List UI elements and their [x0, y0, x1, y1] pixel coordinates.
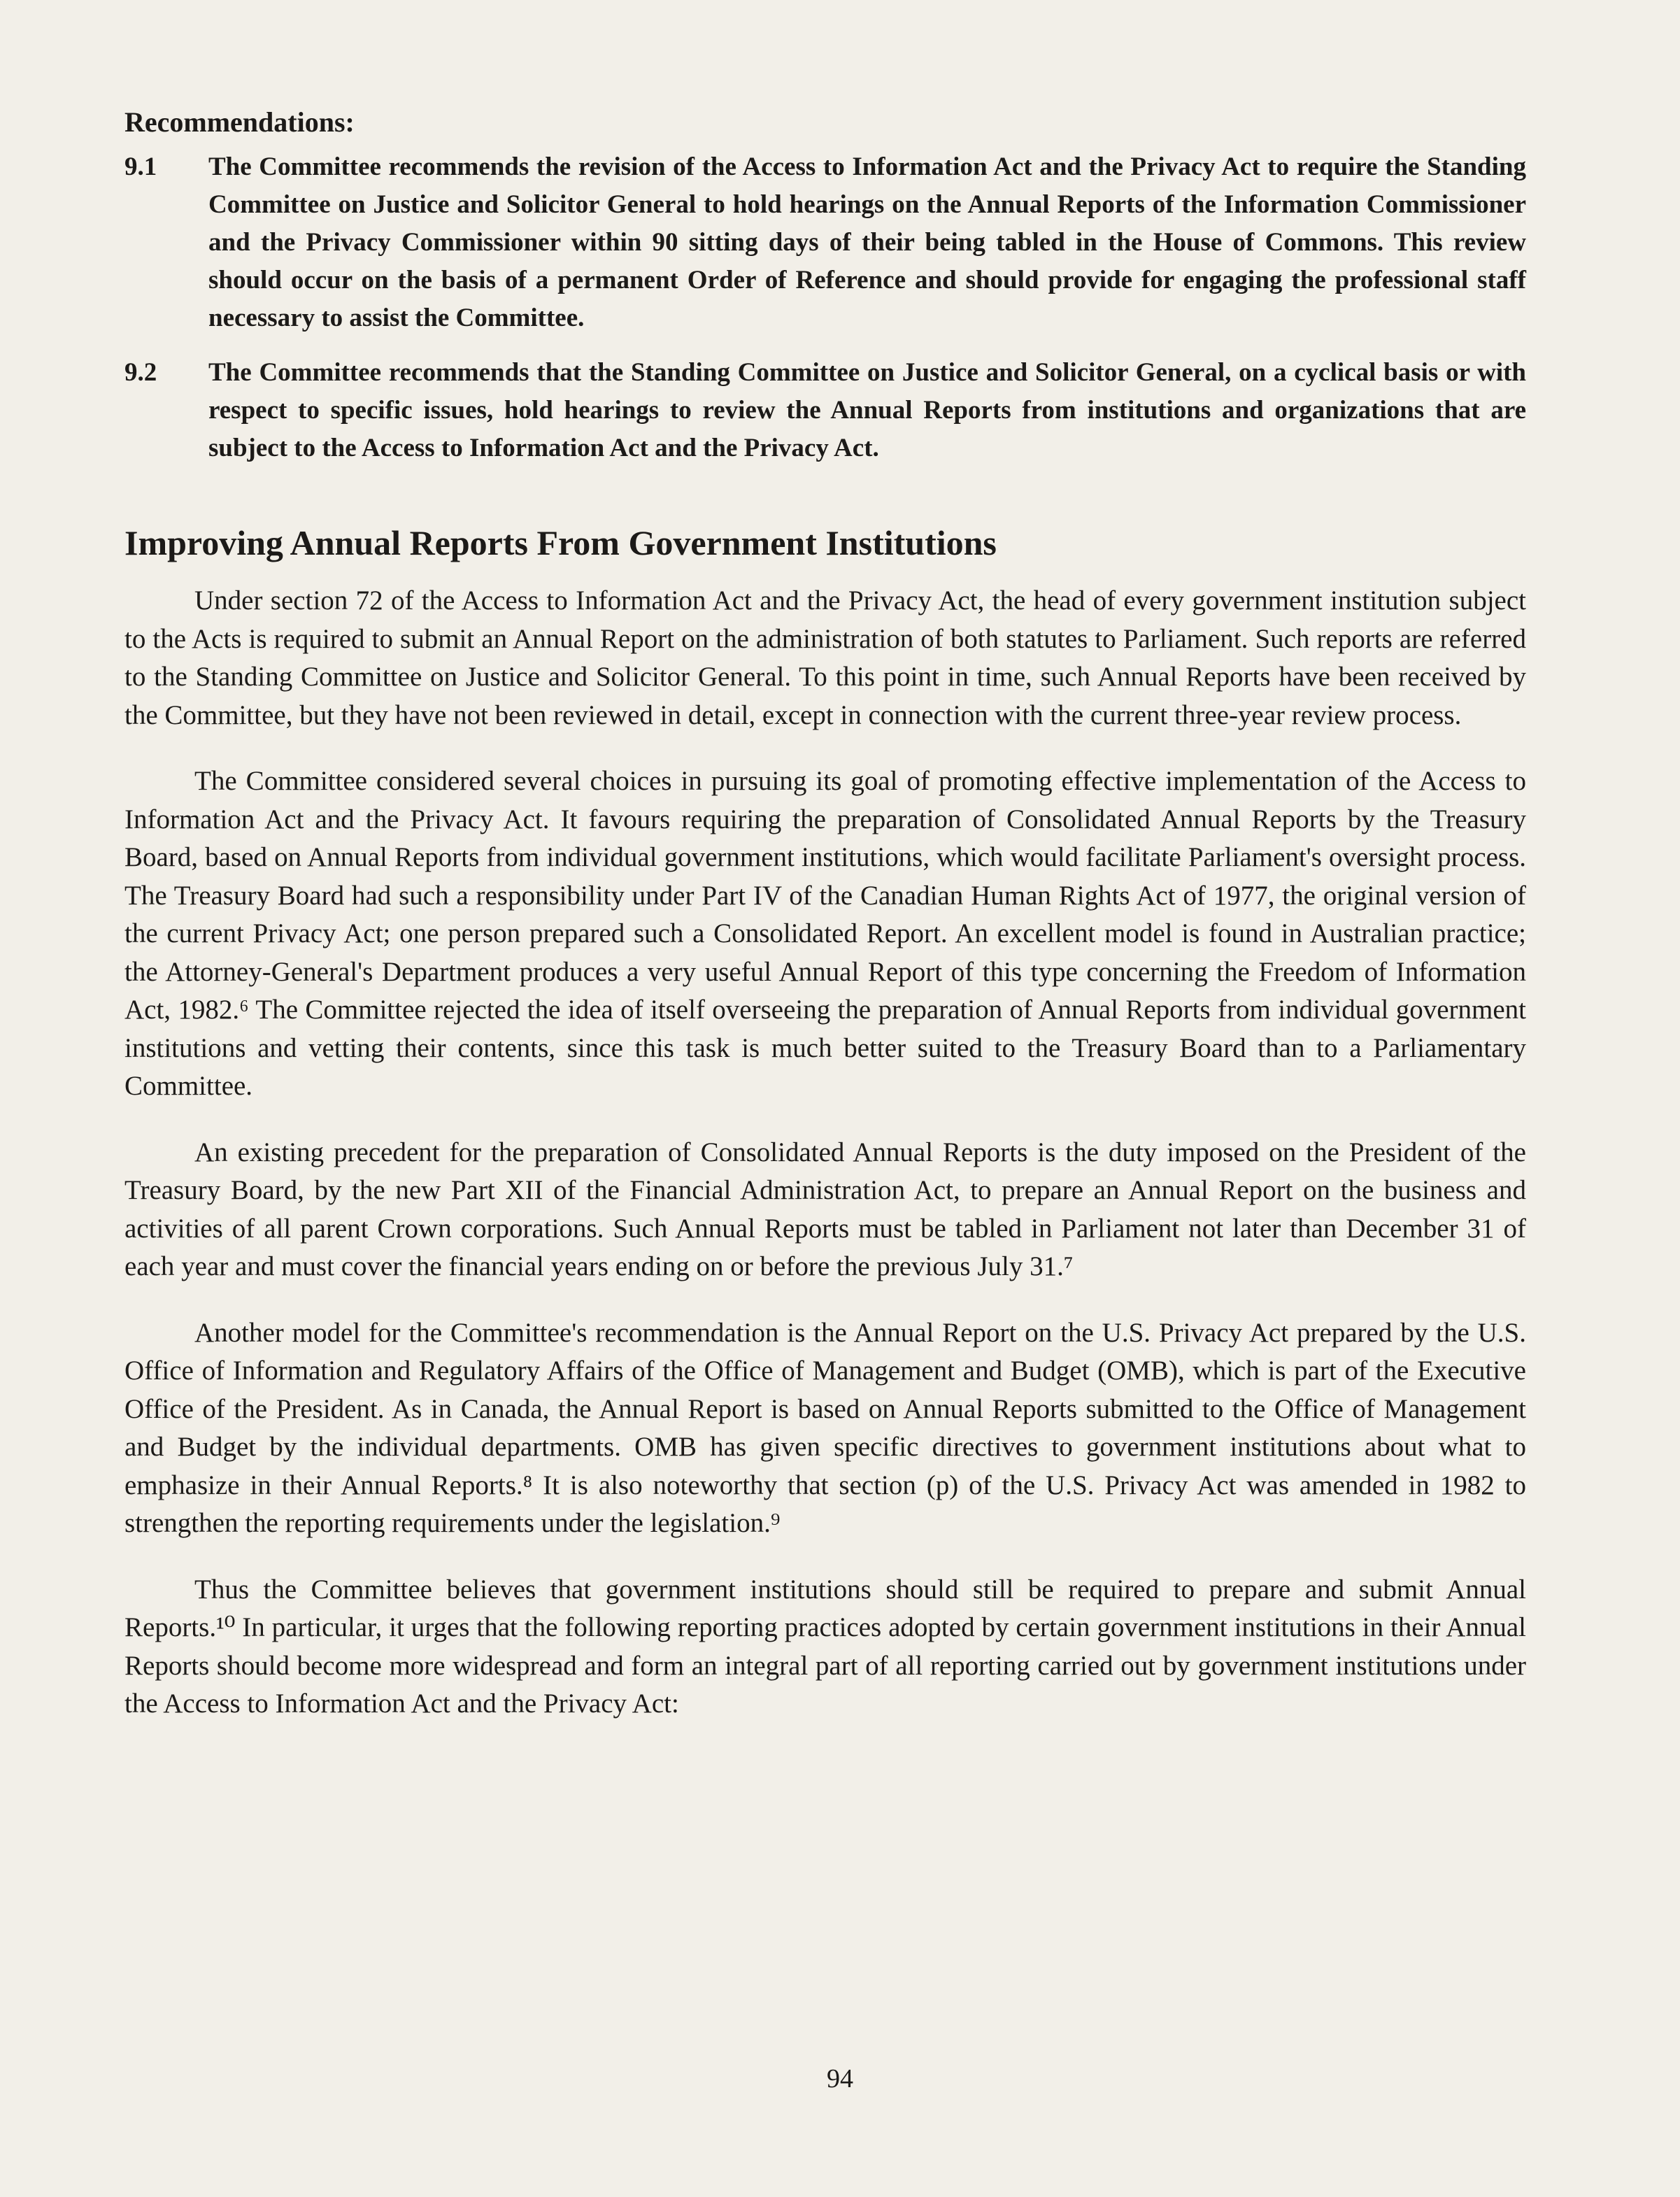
- paragraph-existing-precedent: An existing precedent for the preparation of Consolidated Annual Reports is the duty imposed on the President of the Treasury Board, by the new Part XII of the Financial Administration Act, to prepare an Annual Report on the business and activities of all parent Crown corporations. Such Annual Reports must be tabled in Parliament not later than December 31 of each year and must cover the financial years ending on or before the previous July 31.⁷: [124, 1137, 1526, 1281]
- recommendation-text: The Committee recommends that the Standing Committee on Justice and Solicitor General, on a cyclical basis or with respect to specific issues, hold hearings to review the Annual Reports from institutions and organizations that are subject to the Access to Information Act and the Privacy Act.: [208, 358, 1526, 462]
- recommendations-heading: Recommendations:: [124, 106, 355, 138]
- paragraph-committee-choices: The Committee considered several choices in pursuing its goal of promoting effective implementation of the Access to Information Act and the Privacy Act. It favours requiring the preparation of Consolidated Annual Reports by the Treasury Board, based on Annual Reports from individual government institutions, which would facilitate Parliament's oversight process. The Treasury Board had such a responsibility under Part IV of the Canadian Human Rights Act of 1977, the original version of the current Privacy Act; one person prepared such a Consolidated Report. An excellent model is found in Australian practice; the Attorney-General's Department produces a very useful Annual Report of this type concerning the Freedom of Information Act, 1982.⁶ The Committee rejected the idea of itself overseeing the preparation of Annual Reports from individual government institutions and vetting their contents, since this task is much better suited to the Treasury Board than to a Parliamentary Committee.: [124, 766, 1526, 1101]
- recommendation-9-1: [124, 148, 1526, 337]
- paragraph-conclusion: Thus the Committee believes that government institutions should still be required to prepare and submit Annual Reports.¹⁰ In particular, it urges that the following reporting practices adopted by certain government institutions in their Annual Reports should become more widespread and form an integral part of all reporting carried out by government institutions under the Access to Information Act and the Privacy Act:: [124, 1574, 1526, 1719]
- recommendation-number: 9.1: [124, 152, 157, 181]
- recommendation-text: The Committee recommends the revision of the Access to Information Act and the Privacy Act to require the Standing Committee on Justice and Solicitor General to hold hearings on the Annual Reports of the Information Commissioner and the Privacy Commissioner within 90 sitting days of their being tabled in the House of Commons. This review should occur on the basis of a permanent Order of Reference and should provide for engaging the professional staff necessary to assist the Committee.: [208, 152, 1526, 332]
- paragraph-section-72: Under section 72 of the Access to Information Act and the Privacy Act, the head of every government institution subject to the Acts is required to submit an Annual Report on the administration of both statutes to Parliament. Such reports are referred to the Standing Committee on Justice and Solicitor General. To this point in time, such Annual Reports have been received by the Committee, but they have not been reviewed in detail, except in connection with the current three-year review process.: [124, 585, 1526, 730]
- section-heading: Improving Annual Reports From Government Institutions: [124, 523, 997, 562]
- page-number: 94: [827, 2064, 853, 2093]
- paragraph-us-model: Another model for the Committee's recommendation is the Annual Report on the U.S. Privacy Act prepared by the U.S. Office of Information and Regulatory Affairs of the Office of Management and Budget (OMB), which is part of the Executive Office of the President. As in Canada, the Annual Report is based on Annual Reports submitted to the Office of Management and Budget by the individual departments. OMB has given specific directives to government institutions about what to emphasize in their Annual Reports.⁸ It is also noteworthy that section (p) of the U.S. Privacy Act was amended in 1982 to strengthen the reporting requirements under the legislation.⁹: [124, 1317, 1526, 1538]
- recommendation-number: 9.2: [124, 358, 157, 387]
- recommendation-9-2: [124, 354, 1526, 467]
